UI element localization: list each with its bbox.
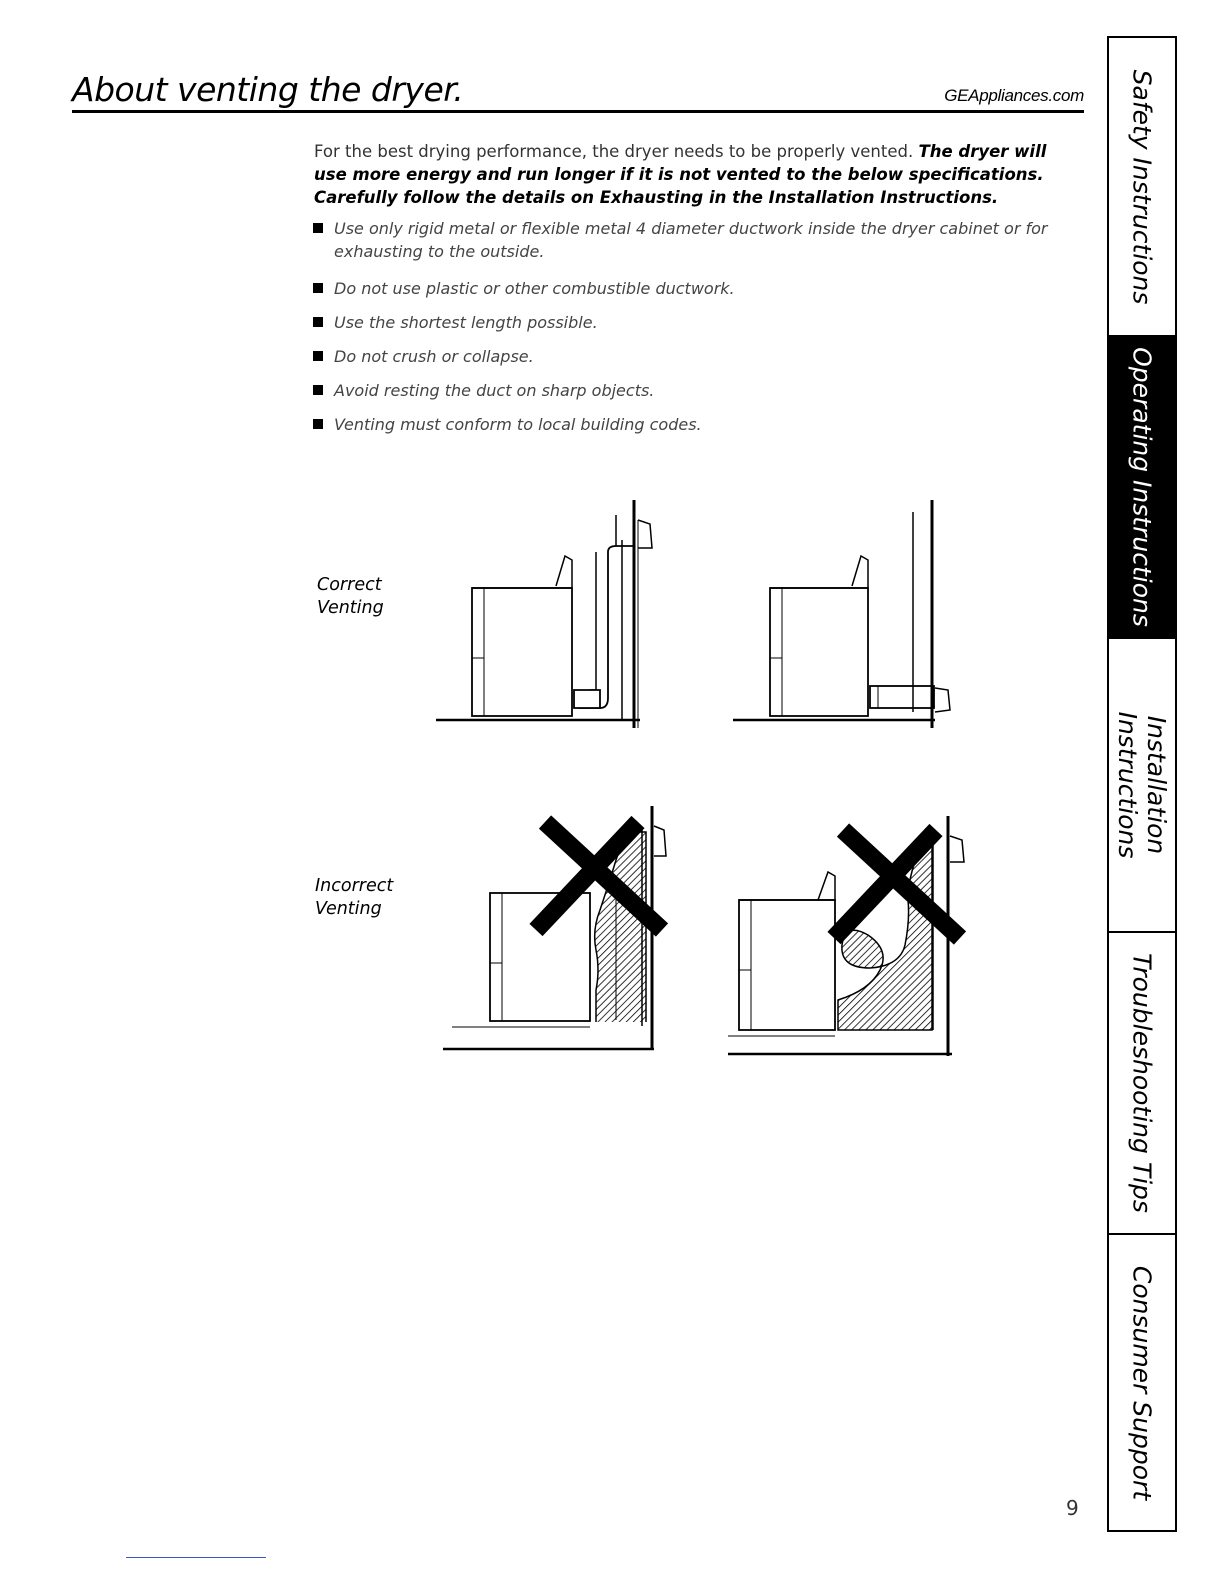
label-line: Correct <box>317 575 382 595</box>
list-item-text: Do not use plastic or other combustible ductwork. <box>334 279 735 298</box>
tab-label <box>1113 712 1171 859</box>
footer-rule <box>126 1557 266 1558</box>
tab-label: Operating Instructions <box>1127 347 1157 627</box>
section-tabs <box>1107 36 1177 1532</box>
correct-venting-straight-illustration <box>733 500 950 728</box>
tab-consumer-support[interactable] <box>1109 1235 1175 1530</box>
tab-label-line: Instructions <box>1113 711 1142 859</box>
tab-installation-instructions[interactable] <box>1109 639 1175 933</box>
list-item-text: Use the shortest length possible. <box>334 313 598 332</box>
tab-label-line: Installation <box>1142 715 1171 855</box>
label-line: Venting <box>315 899 382 919</box>
intro-emphasis-text: The dryer will use more energy and run longer if it is not vented to the below specifications. Carefully follow the details on Exhausting in the Installation Instructions. <box>314 142 1047 207</box>
tab-operating-instructions[interactable] <box>1109 337 1175 639</box>
intro-normal-text: For the best drying performance, the dryer needs to be properly vented. <box>314 142 914 161</box>
list-item-text: Venting must conform to local building codes. <box>334 415 702 434</box>
label-line: Incorrect <box>315 876 394 896</box>
label-line: Venting <box>317 598 384 618</box>
list-item-text: Do not crush or collapse. <box>334 347 534 366</box>
list-item-text: Use only rigid metal or flexible metal 4 diameter ductwork inside the dryer cabinet or for exhausting to the outside. <box>334 219 1048 261</box>
tab-label: Troubleshooting Tips <box>1127 953 1157 1213</box>
list-item-text: Avoid resting the duct on sharp objects. <box>334 381 655 400</box>
incorrect-x-mark-icon <box>834 830 960 938</box>
website-link[interactable]: GEAppliances.com <box>944 86 1084 105</box>
tab-safety-instructions[interactable] <box>1109 38 1175 337</box>
tab-troubleshooting-tips[interactable] <box>1109 933 1175 1235</box>
tab-label: Consumer Support <box>1127 1265 1157 1500</box>
page-title: About venting the dryer. <box>72 70 464 109</box>
correct-venting-upward-illustration <box>436 500 652 728</box>
tab-label: Safety Instructions <box>1127 69 1157 304</box>
page-number: 9 <box>1066 1496 1079 1520</box>
